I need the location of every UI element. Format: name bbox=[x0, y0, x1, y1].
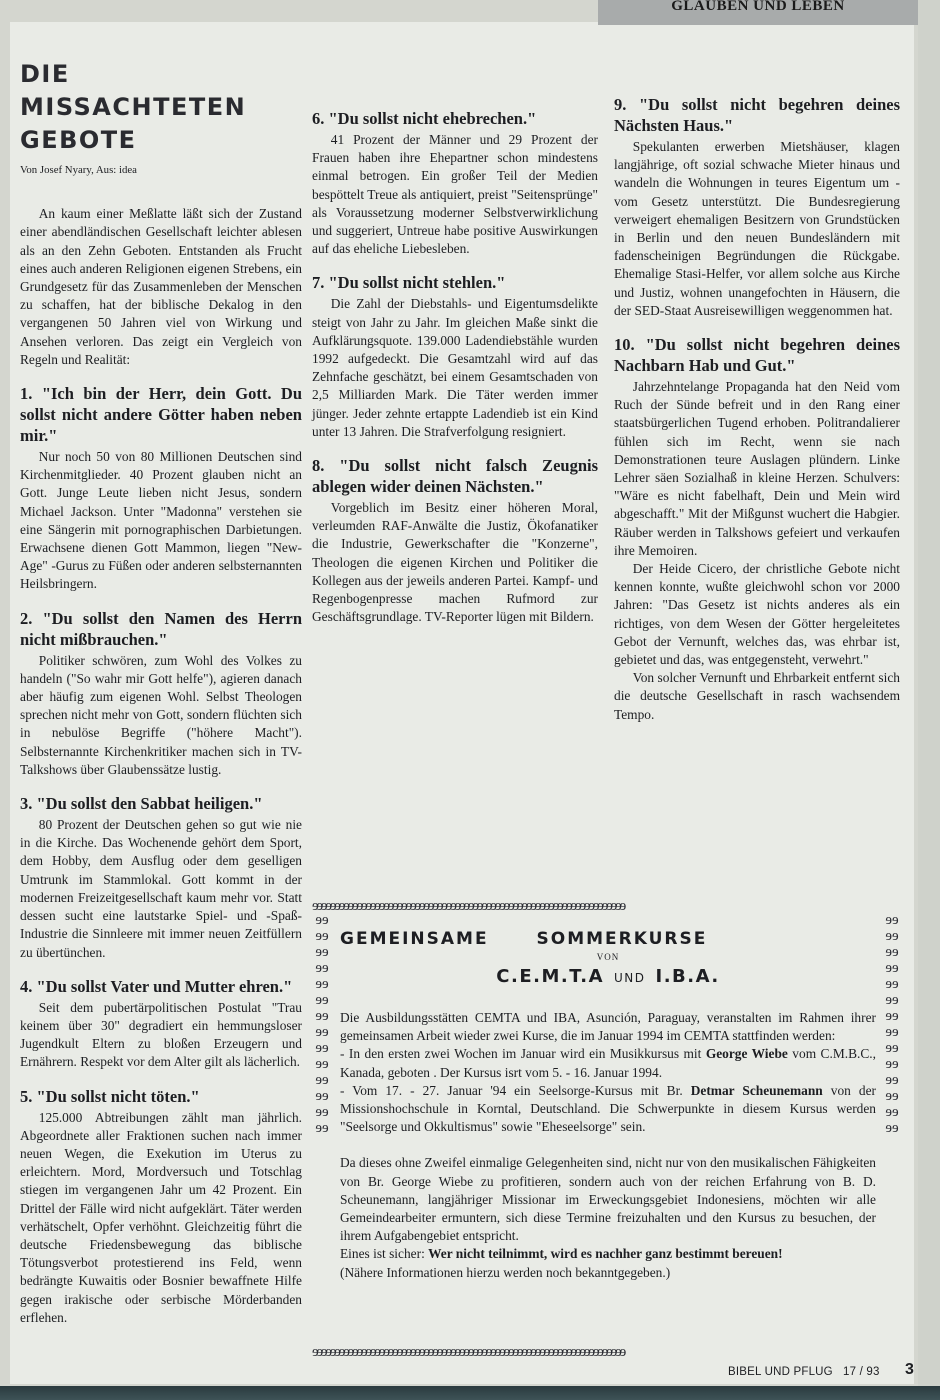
commandment-text: Politiker schwören, zum Wohl des Volkes zu handeln ("So wahr mir Gott helfe"), agieren danach aber häufig zum eigenen Wohl. Selbst Theologen sprechen nicht mehr von Gott, sondern flüchten sich in nebulöse Begriffe ("höhere Macht"). Selbsternannte Kirchenkritiker machen sich in TV-Talkshows über Glaubenssätze lustig. bbox=[20, 652, 302, 777]
announcement-closing bbox=[340, 1245, 876, 1263]
commandment-text: Seit dem pubertärpolitischen Postulat "Trau keinem über 30" degradiert ein hemmungsloser Jugendkult Eltern zu bloßen Erzeugern und Ernährern. Respekt vor dem Alter gilt als lächerlich. bbox=[20, 999, 302, 1070]
commandment-heading: 6. "Du sollst nicht ehebrechen." bbox=[312, 109, 537, 128]
page-edge bbox=[918, 0, 940, 1386]
spacer bbox=[340, 1136, 876, 1154]
commandment-text: Die Zahl der Diebstahls- und Eigentumsdelikte steigt von Jahr zu Jahr. Im gleichen Maße sinkt die Aufklärungsquote. 139.000 Ladendiebstähle wurden 1992 aufgedeckt. Die Gesamtzahl wird auf das Zehnfache geschätzt, bei einem Gesamtschaden von 2,5 Milliarden Mark. Die Täter werden immer jünger. Jeder zehnte ertappte Ladendieb ist ein Kind unter 13 Jahren. Die Strafverfolgung resigniert. bbox=[312, 296, 598, 439]
announcement-title: GEMEINSAME SOMMERKURSE bbox=[340, 929, 708, 949]
chain-border-bottom: ɘɘɘɘɘɘɘɘɘɘɘɘɘɘɘɘɘɘɘɘɘɘɘɘɘɘɘɘɘɘɘɘɘɘɘɘɘɘɘɘɘɘɘɘɘɘɘɘɘɘɘɘɘɘɘɘɘɘɘɘɘɘɘɘɘɘɘɘɘɘ bbox=[312, 1344, 625, 1360]
announcement-content bbox=[340, 928, 876, 1282]
commandment-heading: 5. "Du sollst nicht töten." bbox=[20, 1086, 200, 1106]
footer-publication: BIBEL UND PFLUG 17 / 93 bbox=[728, 1366, 880, 1378]
commandment-text: Spekulanten erwerben Mietshäuser, klagen langjährige, oft sozial schwache Mieter hinaus und wandeln die Wohnungen in teures Eigentum um - vom Gesetz unterstützt. Die Bundesregierung verweigert ehemaligen Besitzern von Grundstücken in Berlin und den neuen Bundesländern mit fadenscheinigen Begründungen die Rückgabe. Ehemalige Stasi-Helfer, vor allem solche aus Kirche und Justiz, wohnen unangefochten in Häusern, die der SED-Staat Ausreisewilligen weggenommen hat. bbox=[614, 139, 900, 318]
chain-border-left: ɘɘɘɘɘɘɘɘɘɘɘɘɘɘɘɘɘɘɘɘɘɘɘɘɘɘɘɘ bbox=[315, 912, 329, 1136]
chain-border-top: ɘɘɘɘɘɘɘɘɘɘɘɘɘɘɘɘɘɘɘɘɘɘɘɘɘɘɘɘɘɘɘɘɘɘɘɘɘɘɘɘɘɘɘɘɘɘɘɘɘɘɘɘɘɘɘɘɘɘɘɘɘɘɘɘɘɘɘɘɘɘ bbox=[312, 898, 625, 914]
announcement-box bbox=[312, 898, 904, 1364]
page-number: 3 bbox=[905, 1361, 914, 1378]
article-column-1 bbox=[20, 58, 302, 1327]
article-column-2 bbox=[312, 90, 598, 626]
article-column-3 bbox=[614, 94, 900, 724]
closing-emphasis: Wer nicht teilnimmt, wird es nachher ganz bestimmt bereuen! bbox=[428, 1246, 783, 1262]
section-header: GLAUBEN UND LEBEN bbox=[598, 0, 918, 25]
commandment-text: 80 Prozent der Deutschen gehen so gut wie nie in die Kirche. Das Wochenende gehört dem Sport, dem Hobby, dem Ausflug oder dem geselligen Umtrunk im Stammlokal. Gott kommt in der modernen Freizeitgesellschaft kaum mehr vor. Statt dessen sucht eine lautstarke Spiel- und -Spaß-Industrie die Sinnleere mit immer neuen Zeitfüllern zu übertünchen. bbox=[20, 817, 302, 960]
commandment-text: Jahrzehntelange Propaganda hat den Neid vom Ruch der Sünde befreit und in den Rang einer staatsbürgerlichen Tugend erhoben. Politrandalierer fühlen sich im Recht, wenn sie nach Demonstrationen teure Auslagen plündern. Linke Lehrer säen Sozialhaß in kleine Herzen. Schulvers: "Wäre es nicht fabelhaft, Dein und Mein wird abgeschafft." Mit der Mißgunst wuchert die Habgier. Räuber werden in Talkshows gefeiert und verkaufen ihre Memoiren. bbox=[614, 379, 900, 558]
chain-border-right: ɘɘɘɘɘɘɘɘɘɘɘɘɘɘɘɘɘɘɘɘɘɘɘɘɘɘɘɘ bbox=[885, 912, 899, 1136]
commandment-heading: 1. "Ich bin der Herr, dein Gott. Du sollst nicht andere Götter haben neben mir." bbox=[20, 384, 302, 446]
byline: Von Josef Nyary, Aus: idea bbox=[20, 164, 137, 176]
org-cemta: C.E.M.T.A bbox=[496, 966, 605, 987]
course-item-text: - In den ersten zwei Wochen im Januar wird ein Musikkursus mit bbox=[340, 1046, 706, 1062]
org-und: UND bbox=[614, 971, 646, 985]
commandment-heading: 10. "Du sollst nicht begehren deines Nachbarn Hab und Gut." bbox=[614, 335, 900, 376]
bottom-strip bbox=[0, 1386, 940, 1400]
announcement-organizers bbox=[340, 964, 876, 991]
course-item-text: von der Missionshochschule in Korntal, Deutschland. Die Schwerpunkte in diesem Kursus werden "Seelsorge und Okkultismus" sowie "Eheseelsorge" sein. bbox=[340, 1082, 876, 1135]
commandment-heading: 8. "Du sollst nicht falsch Zeugnis ablegen wider deinen Nächsten." bbox=[312, 456, 598, 497]
course-item-text: vom C.M.B.C., Kanada, geboten . Der Kursus isrt vom 5. - 16. Januar 1994. bbox=[340, 1046, 876, 1080]
commandment-text: Nur noch 50 von 80 Millionen Deutschen sind Kirchenmitglieder. 40 Prozent glauben nicht an Gott. Junge Leute lieben nicht Jesus, sondern Michael Jackson. Unter "Madonna" verstehen sie eine Sängerin mit pornographischen Darbietungen. Erwachsene dienen Gott Mammon, liegen "New-Age" -Gurus zu Füßen oder anderen selbsternannten Heilsbringern. bbox=[20, 449, 302, 592]
commandment-text: 125.000 Abtreibungen zählt man jährlich. Abgeordnete aller Fraktionen suchen nach immer neuen Wegen, die Exekution im Uterus zu erleichtern. Mord, Mordversuch und Totschlag stiegen im vergangenen Jahr um 42 Prozent. Ein Drittel der Fälle wird nicht aufgeklärt. Täter werden verhätschelt, Opfer verhöhnt. Gleichzeitig führt die deutsche Friedensbewegung das biblische Tötungsverbot protestierend ins Feld, wenn bedrängte Kuwaitis oder Bosnier bewaffnete Hilfe gegen irakische oder serbische Mörderbanden erflehen. bbox=[20, 1109, 302, 1325]
commandment-heading: 7. "Du sollst nicht stehlen." bbox=[312, 273, 506, 293]
closing-paragraph: Der Heide Cicero, der christliche Gebote nicht kennen konnte, wußte gleichwohl schon vor 2000 Jahren: "Das Gesetz ist nichts anderes als ein richtiges, von dem Wesen der Götter hergeleitetes Gebot der Vernunft, welches das, was ehrbar ist, gebietet und das, was entgegensteht, verwehrt." bbox=[614, 561, 900, 668]
announcement-note: (Nähere Informationen hierzu werden noch bekanntgegeben.) bbox=[340, 1264, 671, 1280]
course-item-pastoral bbox=[340, 1082, 876, 1137]
commandment-heading: 4. "Du sollst Vater und Mutter ehren." bbox=[20, 976, 293, 996]
closing-text: Eines ist sicher: bbox=[340, 1246, 429, 1262]
instructor-name: Detmar Scheunemann bbox=[690, 1082, 823, 1098]
announcement-paragraph: Da dieses ohne Zweifel einmalige Gelegenheiten sind, nicht nur von den musikalischen Fähigkeiten von Br. George Wiebe zu profitieren, sondern auch von der reichen Erfahrung von B. D. Scheunemann, langjähriger Missionar im Erweckungsgebiet Indonesiens, möchten wir alle Gemeindearbeiter ermuntern, sich diese Termine freizuhalten und den Kursus zu besuchen, der ihrem Aufgabengebiet entspricht. bbox=[340, 1155, 876, 1244]
title-line: GEBOTE bbox=[20, 126, 137, 154]
commandment-heading: 9. "Du sollst nicht begehren deines Nächsten Haus." bbox=[614, 95, 900, 135]
commandment-heading: 3. "Du sollst den Sabbat heiligen." bbox=[20, 794, 263, 814]
commandment-text: 41 Prozent der Männer und 29 Prozent der Frauen haben ihre Ehepartner schon mindestens einmal betrogen. Ein großer Teil der Medien bespöttelt Treue als antiquiert, preist "Seitensprünge" als Voraussetzung moderner Selbstverwirklichung und suggeriert, Untreue habe positive Auswirkungen auf das eheliche Liebesleben. bbox=[312, 132, 598, 257]
title-line: MISSACHTETEN bbox=[20, 93, 247, 121]
org-iba: I.B.A. bbox=[655, 966, 720, 987]
course-item-text: - Vom 17. - 27. Januar '94 ein Seelsorge-Kursus mit Br. bbox=[340, 1082, 691, 1098]
announcement-intro: Die Ausbildungsstätten CEMTA und IBA, Asunción, Paraguay, veranstalten im Rahmen ihrer gemeinsamen Arbeit wieder zwei Kurse, die im Januar 1994 im CEMTA stattfinden werden: bbox=[340, 1010, 876, 1044]
closing-paragraph: Von solcher Vernunft und Ehrbarkeit entfernt sich die deutsche Gesellschaft in rasch wachsendem Tempo. bbox=[614, 670, 900, 722]
instructor-name: George Wiebe bbox=[705, 1046, 788, 1062]
intro-paragraph: An kaum einer Meßlatte läßt sich der Zustand einer abendländischen Gesellschaft leichter ablesen als an den Zehn Geboten. Entstanden als Frucht eines auch anderen Religionen eigenen Strebens, ein Grundgesetz für das Zusammenleben der Menschen zu schaffen, hat der biblische Dekalog in den vergangenen 50 Jahren viel von Wirkung und Ansehen verloren. Das zeigt ein Vergleich von Regeln und Realität: bbox=[20, 206, 302, 367]
course-item-music bbox=[340, 1045, 876, 1081]
commandment-text: Vorgeblich im Besitz einer höheren Moral, verleumden RAF-Anwälte die Justiz, Ökofanatiker die Industrie, Gewerkschafter die "Konzerne", Theologen die eigenen Kirchen und Politiker die Kollegen aus der jeweils anderen Partei. Kampf- und Regenbogenpresse machen Rufmord zur Geschäftsgrundlage. TV-Reporter lügen mit Bildern. bbox=[312, 500, 598, 625]
article-title bbox=[20, 58, 302, 157]
commandment-heading: 2. "Du sollst den Namen des Herrn nicht mißbrauchen." bbox=[20, 608, 302, 649]
title-line: DIE bbox=[20, 60, 70, 88]
announcement-von: VON bbox=[596, 952, 620, 962]
